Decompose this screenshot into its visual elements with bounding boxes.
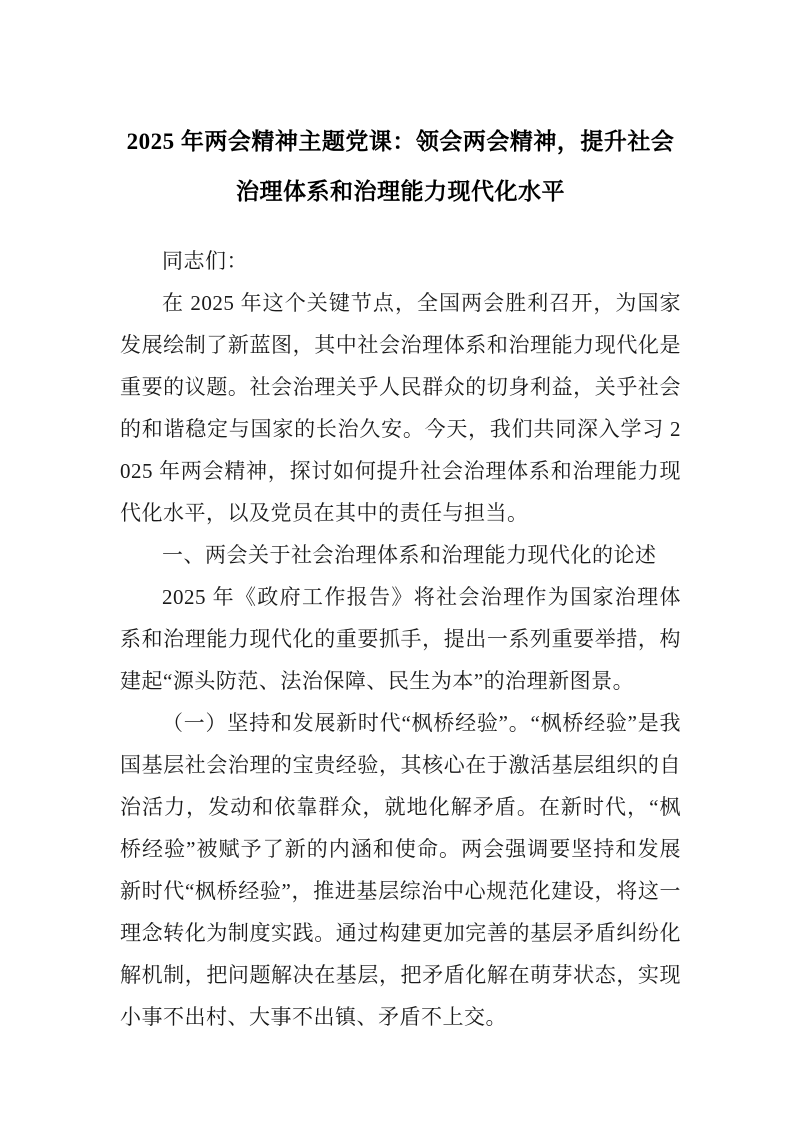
body-paragraph: 2025 年《政府工作报告》将社会治理作为国家治理体系和治理能力现代化的重要抓手，提出一系列重要举措，构建起“源头防范、法治保障、民生为本”的治理新图景。 bbox=[120, 585, 681, 693]
section-heading: 一、两会关于社会治理体系和治理能力现代化的论述 bbox=[162, 543, 657, 567]
document-title: 2025 年两会精神主题党课：领会两会精神，提升社会治理体系和治理能力现代化水平 bbox=[126, 129, 675, 204]
body-paragraph: 在 2025 年这个关键节点，全国两会胜利召开，为国家发展绘制了新蓝图，其中社会治理体系和治理能力现代化是重要的议题。社会治理关乎人民群众的切身利益，关乎社会的和谐稳定与国家的长治久安。今天，我们共同深入学习 2025 年两会精神，探讨如何提升社会治理体系和治理能力现代化水平，以及党员在其中的责任与担当。 bbox=[120, 291, 681, 525]
document-body bbox=[120, 240, 681, 1038]
salutation-line: 同志们： bbox=[162, 249, 248, 273]
body-paragraph: （一）坚持和发展新时代“枫桥经验”。“枫桥经验”是我国基层社会治理的宝贵经验，其核心在于激活基层组织的自治活力，发动和依靠群众，就地化解矛盾。在新时代，“枫桥经验”被赋予了新的内涵和使命。两会强调要坚持和发展新时代“枫桥经验”，推进基层综治中心规范化建设，将这一理念转化为制度实践。通过构建更加完善的基层矛盾纠纷化解机制，把问题解决在基层，把矛盾化解在萌芽状态，实现小事不出村、大事不出镇、矛盾不上交。 bbox=[120, 711, 681, 1029]
